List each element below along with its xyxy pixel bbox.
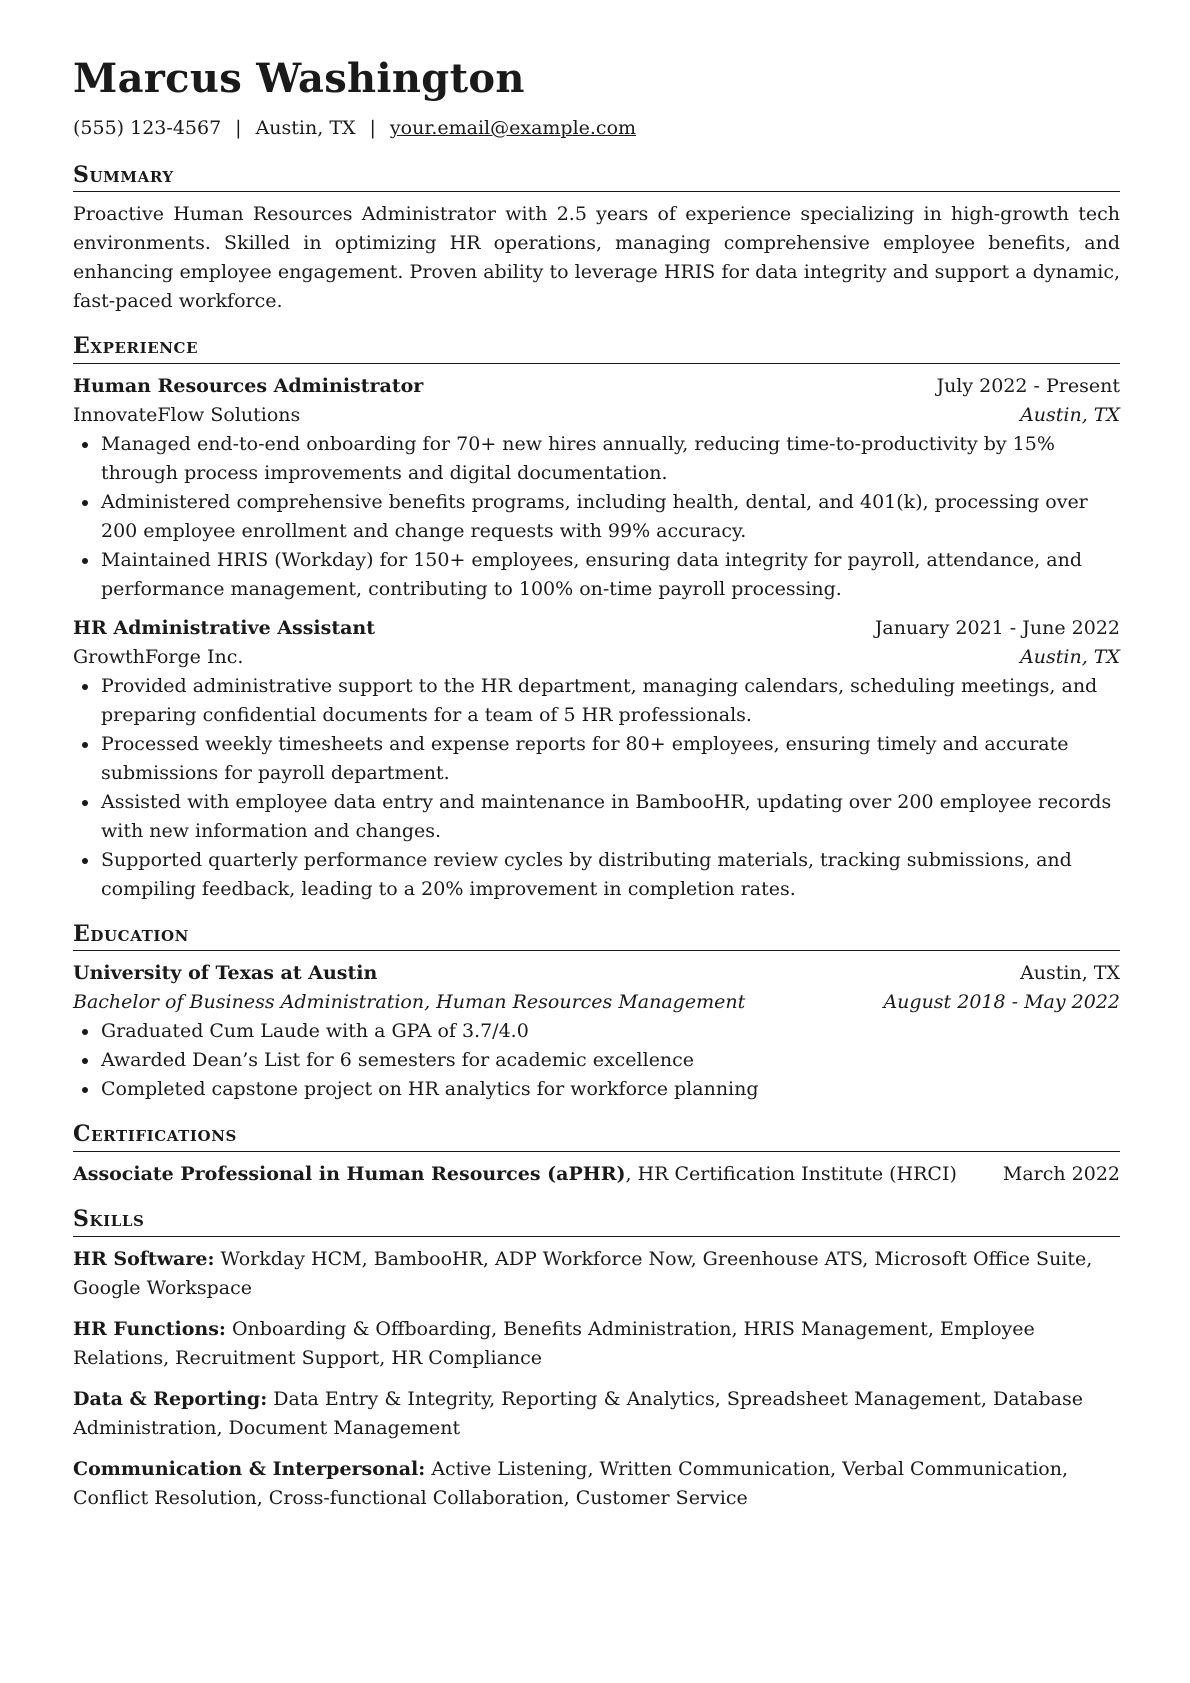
- job-role: HR Administrative Assistant: [73, 616, 375, 639]
- certification-name-group: [73, 1160, 957, 1189]
- job-header-row: [73, 614, 1120, 643]
- candidate-name: Marcus Washington: [73, 55, 525, 102]
- bullet-icon: [82, 1058, 88, 1064]
- job-company: GrowthForge Inc.: [73, 645, 244, 668]
- skill-items: Active Listening, Written Communication, Verbal Communication, Conflict Resolution, Cross-functional Collaboration, Customer Service: [73, 1457, 1069, 1509]
- job-dates: July 2022 - Present: [936, 374, 1120, 397]
- bullet-icon: [82, 742, 88, 748]
- school-name: University of Texas at Austin: [73, 962, 378, 985]
- certifications-section: [73, 1120, 1120, 1189]
- job-company-row: [73, 401, 1120, 430]
- experience-heading: Experience: [73, 332, 1120, 364]
- bullet-icon: [82, 558, 88, 564]
- bullet-icon: [82, 800, 88, 806]
- bullet-icon: [82, 500, 88, 506]
- skill-items: Onboarding & Offboarding, Benefits Administration, HRIS Management, Employee Relations, Recruitment Support, HR Compliance: [73, 1317, 1035, 1369]
- skill-group: [73, 1455, 1120, 1513]
- job-header-row: [73, 372, 1120, 401]
- list-item: [73, 788, 1120, 846]
- bullet-text: Provided administrative support to the HR department, managing calendars, scheduling meetings, and preparing confidential documents for a team of 5 HR professionals.: [101, 674, 1098, 726]
- list-item: [73, 1075, 1120, 1104]
- school-location: Austin, TX: [1020, 962, 1120, 985]
- bullet-text: Awarded Dean’s List for 6 semesters for academic excellence: [101, 1049, 695, 1072]
- email-link[interactable]: your.email@example.com: [389, 117, 637, 139]
- contact-separator: |: [235, 117, 242, 139]
- certification-issuer: , HR Certification Institute (HRCI): [625, 1163, 957, 1186]
- bullet-icon: [82, 1029, 88, 1035]
- bullet-icon: [82, 684, 88, 690]
- skill-label: HR Functions:: [73, 1317, 226, 1340]
- list-item: [73, 730, 1120, 788]
- job-bullets: [73, 430, 1120, 604]
- job-role: Human Resources Administrator: [73, 374, 424, 397]
- skill-items: Data Entry & Integrity, Reporting & Analytics, Spreadsheet Management, Database Administration, Document Management: [73, 1387, 1083, 1439]
- list-item: [73, 846, 1120, 904]
- skill-label: Data & Reporting:: [73, 1387, 268, 1410]
- job-dates: January 2021 - June 2022: [874, 616, 1120, 639]
- job-location: Austin, TX: [1020, 645, 1120, 668]
- skills-heading: Skills: [73, 1205, 1120, 1237]
- bullet-text: Maintained HRIS (Workday) for 150+ employees, ensuring data integrity for payroll, attendance, and performance management, contributing to 100% on-time payroll processing.: [101, 548, 1082, 600]
- bullet-text: Completed capstone project on HR analytics for workforce planning: [101, 1078, 759, 1101]
- skill-label: HR Software:: [73, 1247, 215, 1270]
- bullet-text: Managed end-to-end onboarding for 70+ new hires annually, reducing time-to-productivity by 15% through process improvements and digital documentation.: [101, 432, 1055, 484]
- list-item: [73, 546, 1120, 604]
- education-bullets: [73, 1017, 1120, 1104]
- education-section: [73, 920, 1120, 1105]
- job-entry: [73, 614, 1120, 904]
- education-heading: Education: [73, 920, 1120, 952]
- bullet-icon: [82, 442, 88, 448]
- list-item: [73, 430, 1120, 488]
- contact-separator: |: [369, 117, 376, 139]
- skill-label: Communication & Interpersonal:: [73, 1457, 426, 1480]
- summary-heading: Summary: [73, 161, 1120, 193]
- summary-section: [73, 161, 1120, 317]
- certification-date: March 2022: [1002, 1163, 1120, 1186]
- list-item: [73, 488, 1120, 546]
- job-entry: [73, 372, 1120, 604]
- skill-group: [73, 1245, 1120, 1303]
- certifications-heading: Certifications: [73, 1120, 1120, 1152]
- bullet-text: Processed weekly timesheets and expense reports for 80+ employees, ensuring timely and accurate submissions for payroll department.: [101, 732, 1069, 784]
- education-entry: [73, 959, 1120, 1104]
- skill-group: [73, 1385, 1120, 1443]
- summary-text: Proactive Human Resources Administrator with 2.5 years of experience specializing in high-growth tech environments. Skilled in optimizing HR operations, managing comprehensive employee benefits, and enhancing employee engagement. Proven ability to leverage HRIS for data integrity and support a dynamic, fast-paced workforce.: [73, 203, 1120, 313]
- bullet-icon: [82, 858, 88, 864]
- list-item: [73, 1046, 1120, 1075]
- degree-name: Bachelor of Business Administration, Human Resources Management: [73, 991, 746, 1014]
- certification-name: Associate Professional in Human Resources (aPHR): [73, 1163, 626, 1186]
- contact-location: Austin, TX: [255, 117, 356, 139]
- phone-number: (555) 123-4567: [73, 117, 222, 139]
- skill-group: [73, 1315, 1120, 1373]
- list-item: [73, 672, 1120, 730]
- education-dates: August 2018 - May 2022: [883, 991, 1120, 1014]
- job-company: InnovateFlow Solutions: [73, 403, 301, 426]
- school-row: [73, 959, 1120, 988]
- degree-row: [73, 988, 1120, 1017]
- list-item: [73, 1017, 1120, 1046]
- bullet-text: Administered comprehensive benefits programs, including health, dental, and 401(k), processing over 200 employee enrollment and change requests with 99% accuracy.: [101, 490, 1088, 542]
- experience-section: [73, 332, 1120, 904]
- bullet-text: Graduated Cum Laude with a GPA of 3.7/4.0: [101, 1020, 529, 1043]
- bullet-text: Assisted with employee data entry and maintenance in BambooHR, updating over 200 employee records with new information and changes.: [101, 790, 1112, 842]
- bullet-icon: [82, 1087, 88, 1093]
- job-bullets: [73, 672, 1120, 904]
- skill-items: Workday HCM, BambooHR, ADP Workforce Now, Greenhouse ATS, Microsoft Office Suite, Google Workspace: [73, 1247, 1093, 1299]
- bullet-text: Supported quarterly performance review cycles by distributing materials, tracking submissions, and compiling feedback, leading to a 20% improvement in completion rates.: [101, 848, 1072, 900]
- contact-line: [73, 116, 1120, 141]
- job-location: Austin, TX: [1020, 403, 1120, 426]
- certification-row: [73, 1160, 1120, 1189]
- job-company-row: [73, 643, 1120, 672]
- skills-section: [73, 1205, 1120, 1513]
